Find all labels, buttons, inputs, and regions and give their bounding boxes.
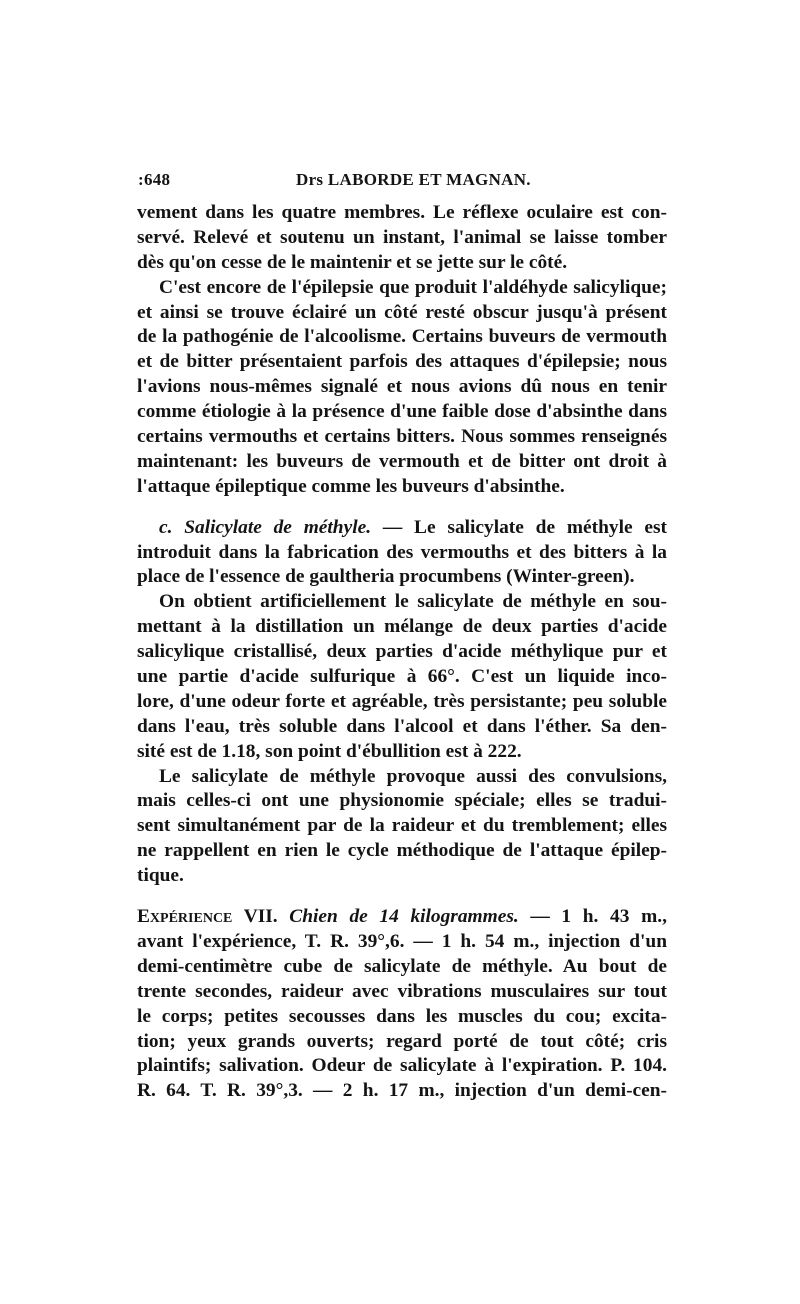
text-fragment: — Le salicylate de méthyle est: [382, 516, 667, 538]
running-header: [138, 170, 658, 194]
text-line: trente secondes, raideur avec vibrations musculaires sur tout: [137, 980, 667, 1002]
running-title: Drs LABORDE ET MAGNAN.: [296, 170, 531, 189]
experiment-title: Chien de 14 kilogrammes.: [289, 906, 519, 928]
text-line: de la pathogénie de l'alcoolisme. Certains buveurs de vermouth: [137, 326, 667, 348]
paragraph: [137, 276, 667, 500]
page-number: :648: [138, 170, 171, 189]
text-line: [137, 516, 667, 541]
section-salicylate: [137, 516, 667, 591]
text-line: l'attaque épileptique comme les buveurs d'absinthe.: [137, 475, 565, 497]
text-line: mais celles-ci ont une physionomie spéciale; elles se tradui-: [137, 790, 667, 812]
paragraph: [137, 201, 667, 276]
text-line: avant l'expérience, T. R. 39°,6. — 1 h. 54 m., injection d'un: [137, 930, 667, 952]
text-line: dès qu'on cesse de le maintenir et se jette sur le côté.: [137, 251, 568, 273]
text-line: sent simultanément par de la raideur et du tremblement; elles: [137, 815, 667, 837]
experiment-block: [137, 905, 667, 1104]
section-heading: c. Salicylate de méthyle.: [159, 516, 372, 538]
text-line: salicylique cristallisé, deux parties d'acide méthylique pur et: [137, 641, 667, 663]
text-fragment: — 1 h. 43 m.,: [530, 906, 667, 928]
text-line: Le salicylate de méthyle provoque aussi des convulsions,: [159, 765, 667, 787]
paragraph: [137, 765, 667, 889]
text-line: servé. Relevé et soutenu un instant, l'animal se laisse tomber: [137, 226, 667, 248]
text-line: comme étiologie à la présence d'une faible dose d'absinthe dans: [137, 401, 667, 423]
text-line: plaintifs; salivation. Odeur de salicylate à l'expiration. P. 104.: [137, 1055, 667, 1077]
text-line: vement dans les quatre membres. Le réflexe oculaire est con-: [137, 202, 667, 223]
text-line: introduit dans la fabrication des vermouths et des bitters à la: [137, 541, 667, 563]
text-line: une partie d'acide sulfurique à 66°. C'est un liquide inco-: [137, 666, 667, 688]
text-line: le corps; petites secousses dans les muscles du cou; excita-: [137, 1005, 667, 1027]
text-line: place de l'essence de gaultheria procumbens (Winter-green).: [137, 566, 635, 588]
text-line: l'avions nous-mêmes signalé et nous avions dû nous en tenir: [137, 376, 667, 398]
experiment-label: Expérience VII.: [137, 906, 278, 928]
body-text: [137, 201, 667, 1104]
section-gap: [137, 889, 667, 905]
text-line: mettant à la distillation un mélange de deux parties d'acide: [137, 616, 667, 638]
text-line: [137, 905, 667, 930]
section-gap: [137, 500, 667, 516]
text-line: ne rappellent en rien le cycle méthodique de l'attaque épilep-: [137, 840, 667, 862]
text-line: C'est encore de l'épilepsie que produit l'aldéhyde salicylique;: [159, 276, 667, 298]
text-line: On obtient artificiellement le salicylate de méthyle en sou-: [159, 591, 667, 613]
text-line: maintenant: les buveurs de vermouth et de bitter ont droit à: [137, 450, 667, 472]
paragraph: [137, 590, 667, 764]
text-line: sité est de 1.18, son point d'ébullition est à 222.: [137, 740, 522, 762]
text-line: et de bitter présentaient parfois des attaques d'épilepsie; nous: [137, 351, 667, 373]
text-line: dans l'eau, très soluble dans l'alcool et dans l'éther. Sa den-: [137, 715, 667, 737]
text-line: et ainsi se trouve éclairé un côté resté obscur jusqu'à présent: [137, 301, 667, 323]
text-line: lore, d'une odeur forte et agréable, très persistante; peu soluble: [137, 690, 667, 712]
text-line: demi-centimètre cube de salicylate de méthyle. Au bout de: [137, 955, 667, 977]
text-line: tion; yeux grands ouverts; regard porté de tout côté; cris: [137, 1030, 667, 1052]
text-line: tique.: [137, 865, 184, 887]
text-line: R. 64. T. R. 39°,3. — 2 h. 17 m., injection d'un demi-cen-: [137, 1080, 667, 1102]
text-line: certains vermouths et certains bitters. Nous sommes renseignés: [137, 426, 667, 448]
